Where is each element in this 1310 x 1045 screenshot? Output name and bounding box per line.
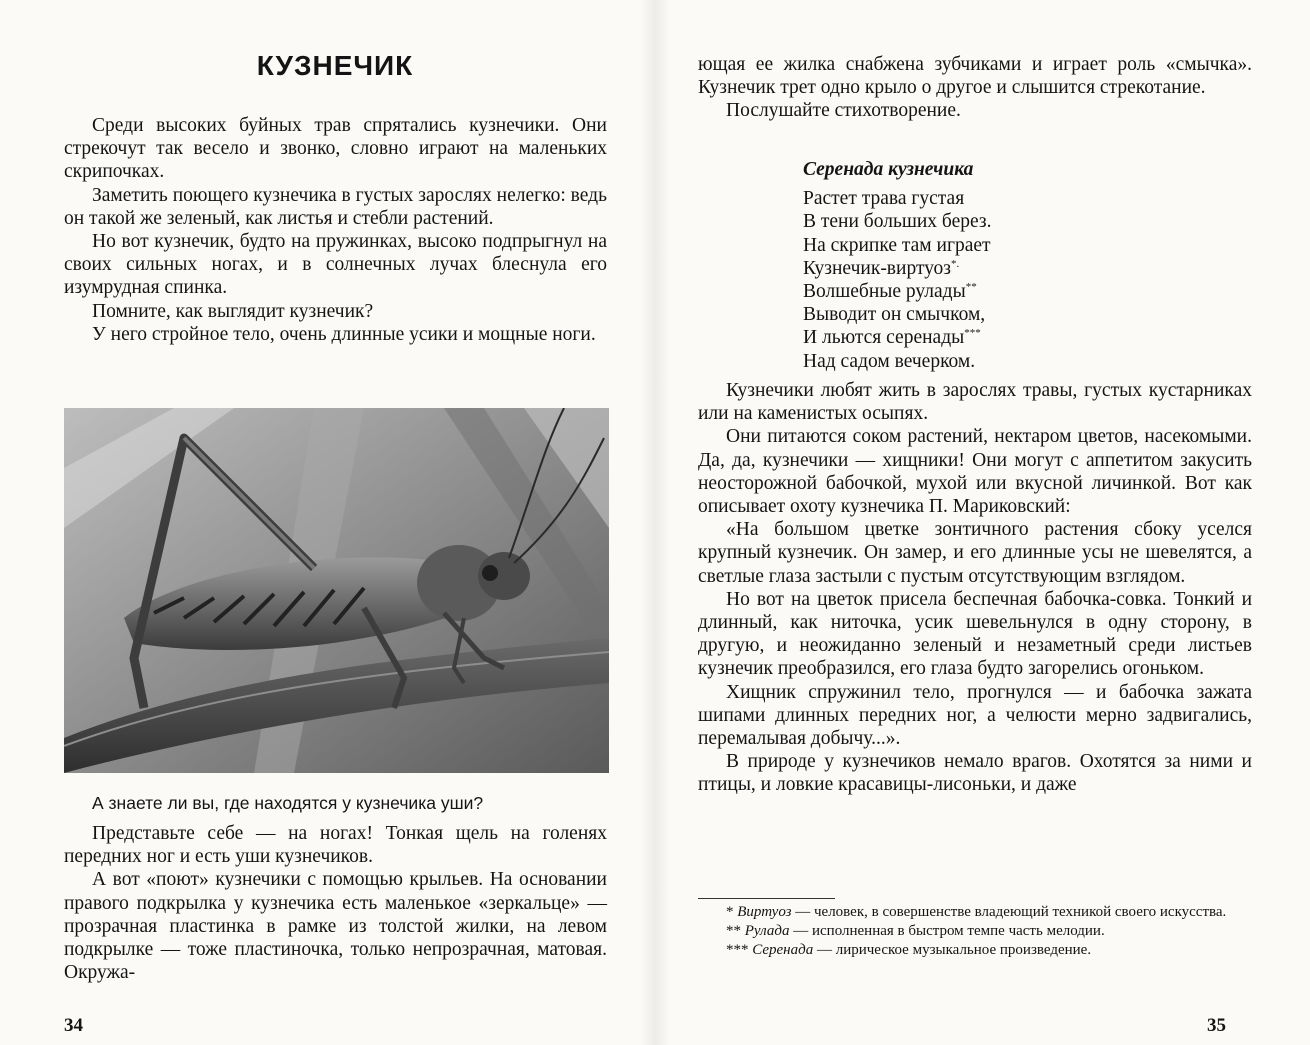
poem-line: Волшебные рулады** [803,281,977,303]
poem-title: Серенада кузнечика [803,159,974,180]
poem [803,158,991,373]
grasshopper-illustration [64,408,609,773]
paragraph: Представьте себе — на ногах! Тонкая щель на голенях передних ног и есть уши кузнечиков. [64,823,607,868]
paragraph: В природе у кузнечиков немало врагов. Охотятся за ними и птицы, и ловкие красавицы-лисоньки, и даже [698,751,1252,796]
footnotes [698,903,1252,960]
paragraph: Но вот кузнечик, будто на пружинках, высоко подпрыгнул на своих сильных ногах, и в солнечных лучах блеснула его изумрудная спинка. [64,231,607,299]
paragraph: Послушайте стихотворение. [726,100,961,122]
page-number: 35 [1207,1015,1226,1036]
paragraph: Кузнечики любят жить в зарослях травы, густых кустарниках или на каменистых осыпях. [698,380,1252,425]
paragraph: «На большом цветке зонтичного растения сбоку уселся крупный кузнечик. Он замер, и его длинные усы не шевелятся, а светлые глаза застыли с пустым отсутствующим взглядом. [698,519,1252,587]
paragraph: А вот «поют» кузнечики с помощью крыльев. На основании правого подкрылка у кузнечика есть маленькое «зеркальце» — прозрачная пластинка в рамке из толстой жилки, на левом подкрылке — тоже пластиночка, только непрозрачная, матовая. Окружа- [64,869,607,984]
grasshopper-photo [64,408,609,773]
footnote: * Виртуоз — человек, в совершенстве владеющий техникой своего искусства. [726,904,1227,920]
page-title: КУЗНЕЧИК [256,50,414,81]
poem-line: В тени больших берез. [803,211,992,233]
poem-line: Над садом вечерком. [803,350,976,372]
paragraph: Они питаются соком растений, нектаром цветов, насекомыми. Да, да, кузнечики — хищники! Они могут с аппетитом закусить неосторожной бабочкой, мухой или вкусной личинкой. Вот как описывает охоту кузнечика П. Мариковский: [698,426,1252,518]
paragraph: У него стройное тело, очень длинные усики и мощные ноги. [92,323,596,345]
right-page [655,0,1310,1045]
intro-text [64,114,607,346]
poem-line: Растет трава густая [803,188,965,210]
poem-line: Кузнечик-виртуоз*. [803,257,960,279]
paragraph: Но вот на цветок присела беспечная бабочка-совка. Тонкий и длинный, как ниточка, усик шевельнулся в одну сторону, в другую, и неожиданно зеленый и незаметный среди листьев кузнечик преобразился, его глаза будто загорелись огоньком. [698,588,1252,680]
poem-line: На скрипке там играет [803,234,991,256]
continuation-text [698,53,1252,123]
paragraph: Помните, как выглядит кузнечик? [92,300,374,322]
paragraph: Заметить поющего кузнечика в густых зарослях нелегко: ведь он такой же зеленый, как листья и стебли растений. [64,184,607,229]
footnote: ** Рулада — исполненная в быстром темпе часть мелодии. [726,923,1105,939]
ears-text [64,822,607,984]
paragraph: Хищник спружинил тело, прогнулся — и бабочка зажата шипами длинных передних ног, а челюсти мерно задвигались, перемалывая добычу...». [698,681,1252,750]
poem-line: Выводит он смычком, [803,304,986,326]
paragraph: Среди высоких буйных трав спрятались кузнечики. Они стрекочут так весело и звонко, словно играют на маленьких скрипочках. [64,115,607,183]
footnote-mark: ** [965,281,977,294]
footnote: *** Серенада — лирическое музыкальное произведение. [726,942,1092,958]
footnote-divider [698,898,835,899]
paragraph: ющая ее жилка снабжена зубчиками и играет роль «смычка». Кузнечик трет одно крыло о другое и слышится стрекотание. [698,54,1252,99]
page-number: 34 [64,1015,83,1036]
footnote-mark: *. [950,257,960,270]
photo-caption: А знаете ли вы, где находятся у кузнечика уши? [92,793,484,813]
poem-line: И льются серенады*** [803,327,981,349]
footnote-mark: *** [964,327,981,340]
habits-text [698,379,1252,797]
